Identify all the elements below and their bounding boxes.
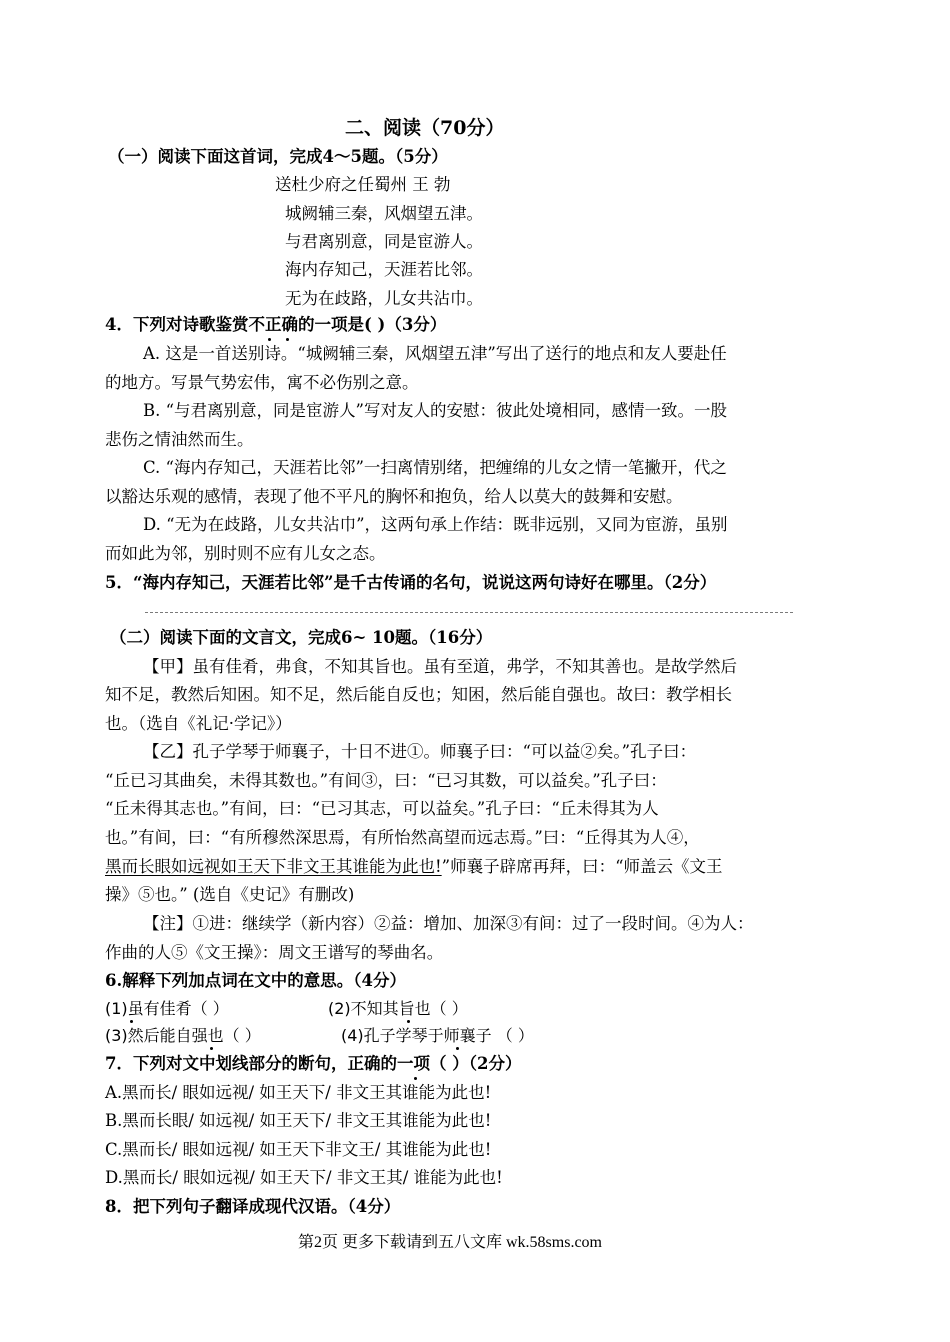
q4-option-b-cont: 悲伤之情油然而生。 (105, 430, 254, 449)
jia-line: 【甲】虽有佳肴，弗食，不知其旨也。虽有至道，弗学，不知其善也。是故学然后 (143, 657, 737, 676)
emphasis-dot (130, 1020, 133, 1023)
q7-option-a: A.黑而长/ 眼如远视/ 如王天下/ 非文王其谁能为此也! (105, 1083, 492, 1102)
yi-line-rest: ”师襄子辟席再拜，曰：“师盖云《文王 (441, 857, 723, 876)
q4-option-c-cont: 以豁达乐观的感情，表现了他不平凡的胸怀和抱负，给人以莫大的鼓舞和安慰。 (105, 487, 683, 506)
notes-line: 作曲的人⑤《文王操》：周文王谱写的琴曲名。 (105, 943, 444, 962)
q6-item-1: (1)虽有佳肴（ ） (105, 999, 229, 1018)
q4-option-c: C. “海内存知己，天涯若比邻”一扫离情别绪，把缠绵的儿女之情一笔撇开，代之 (143, 458, 727, 477)
emphasis-dot (268, 338, 271, 341)
yi-line-underlined (105, 856, 723, 878)
emphasis-dot (414, 1077, 417, 1080)
yi-line: 【乙】孔子学琴于师襄子，十日不进①。师襄子曰：“可以益②矣。”孔子曰： (143, 742, 697, 761)
yi-line: 也。”有间，曰：“有所穆然深思焉，有所怡然高望而远志焉。”曰：“丘得其为人④， (105, 828, 700, 847)
q4-option-d-cont: 而如此为邻，别时则不应有儿女之态。 (105, 544, 386, 563)
notes-line: 【注】①进：继续学（新内容）②益：增加、加深③有间：过了一段时间。④为人： (143, 914, 754, 933)
poem-title: 送杜少府之任蜀州 王 勃 (275, 175, 451, 194)
q7-option-c: C.黑而长/ 眼如远视/ 如王天下非文王/ 其谁能为此也! (105, 1140, 492, 1159)
q4-stem: 4．下列对诗歌鉴赏不正确的一项是( )（3分） (105, 315, 447, 334)
page-footer: 第2页 更多下载请到五八文库 wk.58sms.com (298, 1234, 603, 1251)
emphasis-dot (210, 1047, 213, 1050)
answer-line (145, 612, 793, 613)
underlined-passage: 黑而长眼如远视如王天下非文王其谁能为此也! (105, 857, 442, 876)
part2-heading: （二）阅读下面的文言文，完成6~ 10题。（16分） (110, 628, 493, 647)
emphasis-dot (407, 1020, 410, 1023)
q5-stem: 5．“海内存知己，天涯若比邻”是千古传诵的名句，说说这两句诗好在哪里。（2分） (105, 573, 717, 592)
q4-option-a: A. 这是一首送别诗。“城阙辅三秦，风烟望五津”写出了送行的地点和友人要赴任 (143, 344, 727, 363)
poem-line: 海内存知己，天涯若比邻。 (285, 260, 483, 279)
q7-option-d: D.黑而长/ 眼如远视/ 如王天下/ 非文王其/ 谁能为此也! (105, 1168, 503, 1187)
yi-line: “丘未得其志也。”有间，曰：“已习其志，可以益矣。”孔子曰：“丘未得其为人 (105, 799, 659, 818)
q6-item-4: (4)孔子学琴于师襄子 （ ） (341, 1026, 534, 1045)
poem-line: 无为在歧路，儿女共沾巾。 (285, 289, 483, 308)
poem-line: 城阙辅三秦，风烟望五津。 (285, 204, 483, 223)
poem-line: 与君离别意，同是宦游人。 (285, 232, 483, 251)
q8-stem: 8．把下列句子翻译成现代汉语。（4分） (105, 1197, 401, 1216)
q6-stem: 6.解释下列加点词在文中的意思。（4分） (105, 971, 406, 990)
q4-option-b: B. “与君离别意，同是宦游人”写对友人的安慰：彼此处境相同，感情一致。一股 (143, 401, 727, 420)
q7-stem: 7．下列对文中划线部分的断句，正确的一项（ ）（2分） (105, 1054, 522, 1073)
emphasis-dot (286, 338, 289, 341)
q6-item-3: (3)然后能自强也（ ） (105, 1026, 261, 1045)
yi-line: 操》⑤也。” (选自《史记》有删改) (105, 885, 355, 904)
q4-option-a-cont: 的地方。写景气势宏伟，寓不必伤别之意。 (105, 373, 419, 392)
q4-option-d: D. “无为在歧路，儿女共沾巾”，这两句承上作结：既非远别，又同为宦游，虽别 (143, 515, 728, 534)
emphasis-dot (456, 1047, 459, 1050)
q7-option-b: B.黑而长眼/ 如远视/ 如王天下/ 非文王其谁能为此也! (105, 1111, 492, 1130)
q6-item-2: (2)不知其旨也（ ） (328, 999, 468, 1018)
part1-heading: （一）阅读下面这首词，完成4～5题。（5分） (108, 147, 448, 166)
yi-line: “丘已习其曲矣，未得其数也。”有间③，曰：“已习其数，可以益矣。”孔子曰： (105, 771, 667, 790)
jia-line: 知不足，教然后知困。知不足，然后能自反也；知困，然后能自强也。故曰：教学相长 (105, 685, 732, 704)
section-title: 二、阅读（70分） (345, 117, 505, 139)
jia-line: 也。（选自《礼记·学记》） (105, 714, 292, 733)
